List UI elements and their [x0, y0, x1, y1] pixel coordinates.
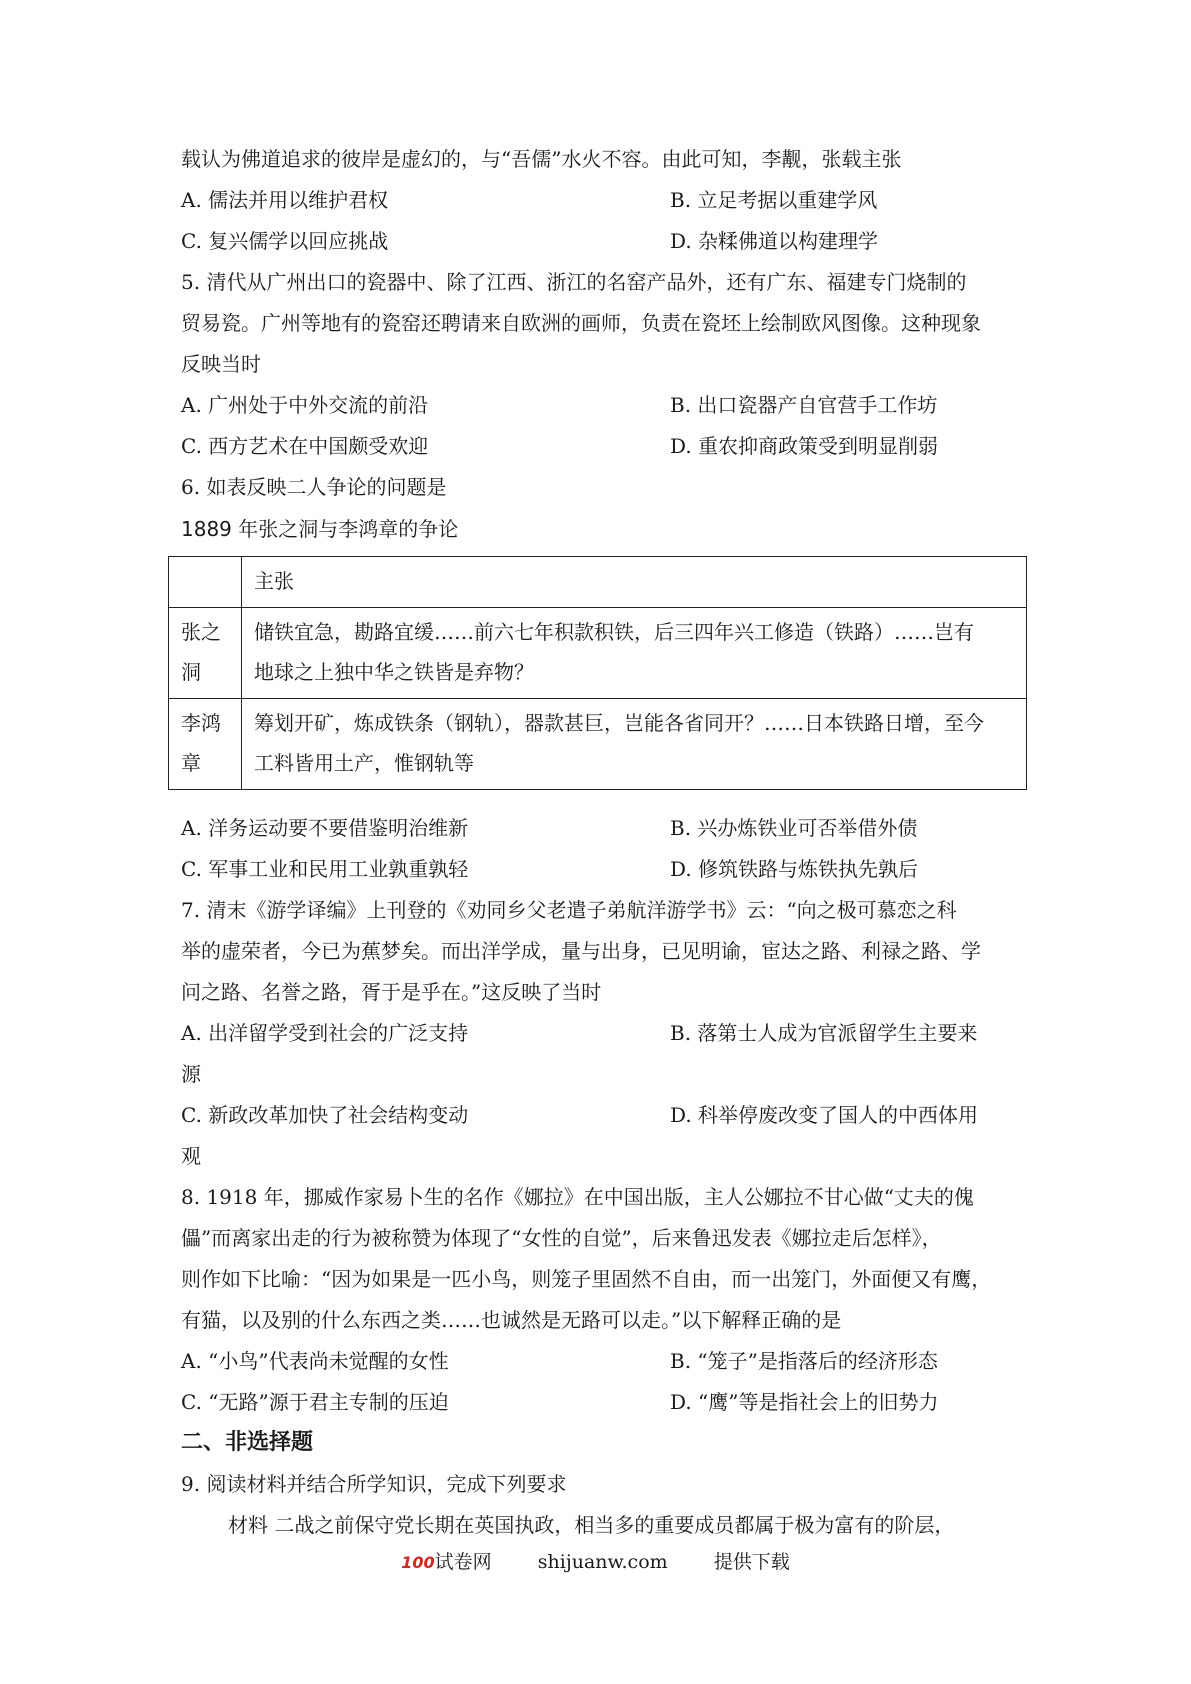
- q8-stem-line4: 有猫，以及别的什么东西之类……也诚然是无路可以走。”以下解释正确的是: [181, 1308, 842, 1332]
- q6-table-caption: 1889 年张之洞与李鸿章的争论: [181, 517, 459, 541]
- table-header-empty: [169, 557, 242, 608]
- q4-option-a: A. 儒法并用以维护君权: [181, 188, 389, 212]
- q8-stem-line1: 8. 1918 年，挪威作家易卜生的名作《娜拉》在中国出版，主人公娜拉不甘心做“丈夫的傀: [181, 1185, 974, 1209]
- q7-option-d: D. 科举停废改变了国人的中西体用: [670, 1103, 979, 1127]
- q4-option-c: C. 复兴儒学以回应挑战: [181, 229, 389, 253]
- claim-text-line: 地球之上独中华之铁皆是弃物？: [254, 660, 534, 684]
- q7-option-c: C. 新政改革加快了社会结构变动: [181, 1103, 469, 1127]
- table-cell-claim: [242, 608, 1027, 699]
- table-cell-claim: [242, 699, 1027, 790]
- table-cell-person: [169, 699, 242, 790]
- q8-stem-line2: 儡”而离家出走的行为被称赞为体现了“女性的自觉”，后来鲁迅发表《娜拉走后怎样》，: [181, 1226, 942, 1250]
- q9-stem: 9. 阅读材料并结合所学知识，完成下列要求: [181, 1472, 567, 1496]
- person-name-line: 张之: [181, 620, 221, 644]
- q4-stem-tail: 载认为佛道追求的彼岸是虚幻的，与“吾儒”水火不容。由此可知，李觏，张载主张: [181, 147, 902, 171]
- q6-option-d: D. 修筑铁路与炼铁执先孰后: [670, 857, 919, 881]
- q8-option-a: A. “小鸟”代表尚未觉醒的女性: [181, 1349, 449, 1373]
- q4-option-d: D. 杂糅佛道以构建理学: [670, 229, 879, 253]
- claim-text-line: 储铁宜急，勘路宜缓……前六七年积款积铁，后三四年兴工修造（铁路）……岂有: [254, 620, 974, 644]
- table-row: [169, 699, 1027, 790]
- q7-option-d-wrap: 观: [181, 1144, 201, 1168]
- table-row: [169, 557, 1027, 608]
- q5-option-d: D. 重农抑商政策受到明显削弱: [670, 434, 939, 458]
- q5-stem-line3: 反映当时: [181, 352, 261, 376]
- q8-option-b: B. “笼子”是指落后的经济形态: [670, 1349, 938, 1373]
- download-note: 提供下载: [713, 1551, 790, 1573]
- person-name-line: 李鸿: [181, 711, 221, 735]
- q5-stem-line2: 贸易瓷。广州等地有的瓷窑还聘请来自欧洲的画师，负责在瓷坯上绘制欧风图像。这种现象: [181, 311, 981, 335]
- claim-text-line: 工料皆用土产，惟钢轨等: [254, 751, 474, 775]
- q8-option-c: C. “无路”源于君主专制的压迫: [181, 1390, 449, 1414]
- q9-material: 材料 二战之前保守党长期在英国执政，相当多的重要成员都属于极为富有的阶层，: [228, 1513, 955, 1537]
- q7-option-b-wrap: 源: [181, 1062, 201, 1086]
- table-cell-person: [169, 608, 242, 699]
- q6-debate-table: [168, 556, 1027, 790]
- q5-option-a: A. 广州处于中外交流的前沿: [181, 393, 429, 417]
- q5-stem-line1: 5. 清代从广州出口的瓷器中、除了江西、浙江的名窑产品外，还有广东、福建专门烧制的: [181, 270, 967, 294]
- section-heading: 二、非选择题: [181, 1430, 314, 1455]
- site-logo: 100: [401, 1553, 435, 1572]
- q7-stem-line3: 问之路、名誉之路，胥于是乎在。”这反映了当时: [181, 980, 602, 1004]
- q6-option-a: A. 洋务运动要不要借鉴明治维新: [181, 816, 469, 840]
- q4-option-b: B. 立足考据以重建学风: [670, 188, 878, 212]
- q7-option-a: A. 出洋留学受到社会的广泛支持: [181, 1021, 469, 1045]
- q6-option-c: C. 军事工业和民用工业孰重孰轻: [181, 857, 469, 881]
- table-header-claim: 主张: [242, 557, 1027, 608]
- q6-option-b: B. 兴办炼铁业可否举借外债: [670, 816, 918, 840]
- site-url[interactable]: shijuanw.com: [537, 1551, 668, 1573]
- site-name: 试卷网: [434, 1551, 492, 1573]
- table-row: [169, 608, 1027, 699]
- q7-option-b: B. 落第士人成为官派留学生主要来: [670, 1021, 978, 1045]
- q5-option-c: C. 西方艺术在中国颇受欢迎: [181, 434, 429, 458]
- q8-option-d: D. “鹰”等是指社会上的旧势力: [670, 1390, 939, 1414]
- claim-text-line: 筹划开矿，炼成铁条（钢轨），器款甚巨，岂能各省同开？……日本铁路日增，至今: [254, 711, 984, 735]
- person-name-line: 章: [181, 751, 201, 775]
- q6-stem: 6. 如表反映二人争论的问题是: [181, 475, 447, 499]
- q7-stem-line1: 7. 清末《游学译编》上刊登的《劝同乡父老遣子弟航洋游学书》云：“向之极可慕恋之科: [181, 898, 957, 922]
- q5-option-b: B. 出口瓷器产自官营手工作坊: [670, 393, 938, 417]
- page-footer: [0, 1548, 1191, 1577]
- q7-stem-line2: 举的虚荣者，今已为蕉梦矣。而出洋学成，量与出身，已见明谕，宦达之路、利禄之路、学: [181, 939, 981, 963]
- q8-stem-line3: 则作如下比喻：“因为如果是一匹小鸟，则笼子里固然不自由，而一出笼门，外面便又有鹰，: [181, 1267, 992, 1291]
- person-name-line: 洞: [181, 660, 201, 684]
